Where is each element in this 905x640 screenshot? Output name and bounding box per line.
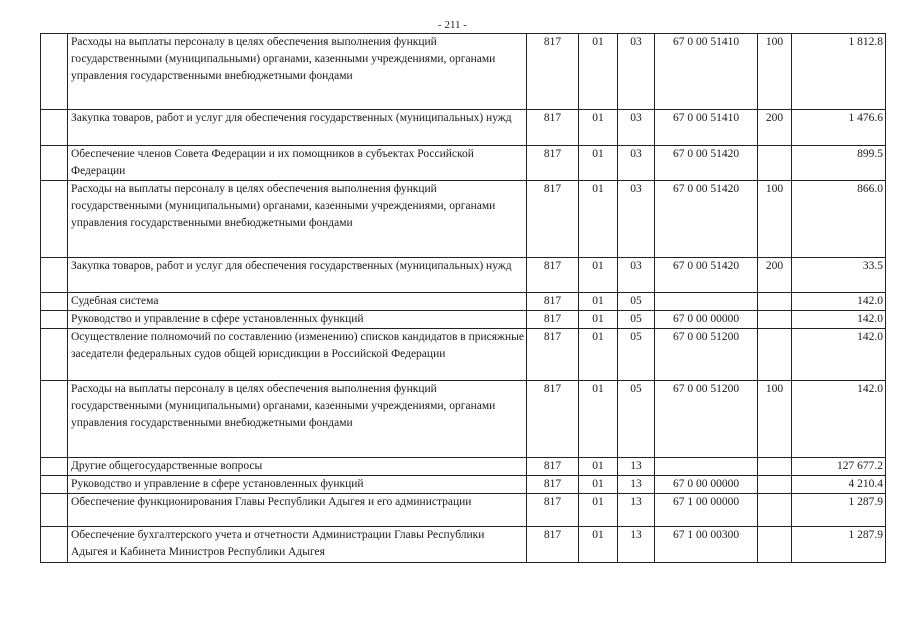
subsection-code-cell: 13 — [618, 476, 655, 494]
subsection-code-cell: 05 — [618, 311, 655, 329]
section-code-cell: 01 — [579, 476, 618, 494]
subsection-code-cell: 05 — [618, 381, 655, 458]
ved-code-cell: 817 — [527, 476, 579, 494]
target-article-cell: 67 0 00 51420 — [655, 146, 758, 181]
table-row — [41, 181, 886, 258]
target-article-cell: 67 0 00 51200 — [655, 329, 758, 381]
ved-code-cell: 817 — [527, 381, 579, 458]
row-number-cell — [41, 110, 68, 146]
ved-code-cell: 817 — [527, 458, 579, 476]
section-code-cell: 01 — [579, 293, 618, 311]
amount-cell: 142.0 — [792, 381, 886, 458]
amount-cell: 33.5 — [792, 258, 886, 293]
expense-type-cell — [758, 293, 792, 311]
row-number-cell — [41, 381, 68, 458]
table-row — [41, 311, 886, 329]
subsection-code-cell: 03 — [618, 181, 655, 258]
expense-type-cell — [758, 476, 792, 494]
subsection-code-cell: 03 — [618, 34, 655, 110]
section-code-cell: 01 — [579, 381, 618, 458]
row-number-cell — [41, 329, 68, 381]
section-code-cell: 01 — [579, 110, 618, 146]
table-body — [41, 34, 886, 563]
table-row — [41, 293, 886, 311]
table-row — [41, 527, 886, 563]
item-name-cell: Закупка товаров, работ и услуг для обеспечения государственных (муниципальных) нужд — [68, 258, 527, 293]
budget-table — [40, 33, 886, 563]
section-code-cell: 01 — [579, 34, 618, 110]
table-row — [41, 381, 886, 458]
ved-code-cell: 817 — [527, 293, 579, 311]
amount-cell: 1 476.6 — [792, 110, 886, 146]
expense-type-cell: 200 — [758, 258, 792, 293]
item-name-cell: Руководство и управление в сфере установленных функций — [68, 476, 527, 494]
item-name-cell: Руководство и управление в сфере установленных функций — [68, 311, 527, 329]
ved-code-cell: 817 — [527, 311, 579, 329]
target-article-cell — [655, 293, 758, 311]
expense-type-cell: 200 — [758, 110, 792, 146]
row-number-cell — [41, 494, 68, 527]
row-number-cell — [41, 146, 68, 181]
section-code-cell: 01 — [579, 311, 618, 329]
ved-code-cell: 817 — [527, 527, 579, 563]
row-number-cell — [41, 258, 68, 293]
amount-cell: 899.5 — [792, 146, 886, 181]
section-code-cell: 01 — [579, 181, 618, 258]
expense-type-cell — [758, 146, 792, 181]
amount-cell: 4 210.4 — [792, 476, 886, 494]
expense-type-cell: 100 — [758, 181, 792, 258]
row-number-cell — [41, 181, 68, 258]
ved-code-cell: 817 — [527, 146, 579, 181]
section-code-cell: 01 — [579, 527, 618, 563]
amount-cell: 142.0 — [792, 329, 886, 381]
row-number-cell — [41, 476, 68, 494]
amount-cell: 1 812.8 — [792, 34, 886, 110]
subsection-code-cell: 13 — [618, 458, 655, 476]
table-row — [41, 34, 886, 110]
amount-cell: 1 287.9 — [792, 527, 886, 563]
expense-type-cell: 100 — [758, 34, 792, 110]
item-name-cell: Расходы на выплаты персоналу в целях обеспечения выполнения функций государственными (муниципальными) органами, казенными учреждениями, органами управления государственными внебюджетными фондами — [68, 381, 527, 458]
page-number: - 211 - — [438, 19, 467, 31]
subsection-code-cell: 05 — [618, 293, 655, 311]
table-row — [41, 458, 886, 476]
item-name-cell: Обеспечение членов Совета Федерации и их помощников в субъектах Российской Федерации — [68, 146, 527, 181]
item-name-cell: Закупка товаров, работ и услуг для обеспечения государственных (муниципальных) нужд — [68, 110, 527, 146]
item-name-cell: Другие общегосударственные вопросы — [68, 458, 527, 476]
table-row — [41, 110, 886, 146]
target-article-cell: 67 0 00 51410 — [655, 34, 758, 110]
table-row — [41, 146, 886, 181]
target-article-cell: 67 0 00 51410 — [655, 110, 758, 146]
ved-code-cell: 817 — [527, 258, 579, 293]
section-code-cell: 01 — [579, 146, 618, 181]
expense-type-cell — [758, 527, 792, 563]
section-code-cell: 01 — [579, 494, 618, 527]
expense-type-cell — [758, 458, 792, 476]
target-article-cell: 67 1 00 00000 — [655, 494, 758, 527]
target-article-cell: 67 1 00 00300 — [655, 527, 758, 563]
expense-type-cell: 100 — [758, 381, 792, 458]
subsection-code-cell: 13 — [618, 494, 655, 527]
row-number-cell — [41, 293, 68, 311]
subsection-code-cell: 03 — [618, 258, 655, 293]
target-article-cell: 67 0 00 00000 — [655, 311, 758, 329]
item-name-cell: Обеспечение бухгалтерского учета и отчетности Администрации Главы Республики Адыгея и Кабинета Министров Республики Адыгея — [68, 527, 527, 563]
row-number-cell — [41, 458, 68, 476]
item-name-cell: Расходы на выплаты персоналу в целях обеспечения выполнения функций государственными (муниципальными) органами, казенными учреждениями, органами управления государственными внебюджетными фондами — [68, 181, 527, 258]
expense-type-cell — [758, 329, 792, 381]
amount-cell: 142.0 — [792, 311, 886, 329]
item-name-cell: Судебная система — [68, 293, 527, 311]
ved-code-cell: 817 — [527, 494, 579, 527]
target-article-cell: 67 0 00 00000 — [655, 476, 758, 494]
item-name-cell: Осуществление полномочий по составлению (изменению) списков кандидатов в присяжные заседатели федеральных судов общей юрисдикции в Российской Федерации — [68, 329, 527, 381]
subsection-code-cell: 03 — [618, 110, 655, 146]
table-row — [41, 329, 886, 381]
table-row — [41, 476, 886, 494]
target-article-cell: 67 0 00 51420 — [655, 258, 758, 293]
ved-code-cell: 817 — [527, 181, 579, 258]
amount-cell: 1 287.9 — [792, 494, 886, 527]
subsection-code-cell: 13 — [618, 527, 655, 563]
amount-cell: 127 677.2 — [792, 458, 886, 476]
ved-code-cell: 817 — [527, 329, 579, 381]
amount-cell: 142.0 — [792, 293, 886, 311]
item-name-cell: Расходы на выплаты персоналу в целях обеспечения выполнения функций государственными (муниципальными) органами, казенными учреждениями, органами управления государственными внебюджетными фондами — [68, 34, 527, 110]
expense-type-cell — [758, 311, 792, 329]
target-article-cell: 67 0 00 51200 — [655, 381, 758, 458]
subsection-code-cell: 03 — [618, 146, 655, 181]
row-number-cell — [41, 34, 68, 110]
row-number-cell — [41, 311, 68, 329]
section-code-cell: 01 — [579, 258, 618, 293]
amount-cell: 866.0 — [792, 181, 886, 258]
section-code-cell: 01 — [579, 458, 618, 476]
table-row — [41, 494, 886, 527]
item-name-cell: Обеспечение функционирования Главы Республики Адыгея и его администрации — [68, 494, 527, 527]
ved-code-cell: 817 — [527, 34, 579, 110]
target-article-cell — [655, 458, 758, 476]
expense-type-cell — [758, 494, 792, 527]
section-code-cell: 01 — [579, 329, 618, 381]
target-article-cell: 67 0 00 51420 — [655, 181, 758, 258]
subsection-code-cell: 05 — [618, 329, 655, 381]
row-number-cell — [41, 527, 68, 563]
ved-code-cell: 817 — [527, 110, 579, 146]
table-row — [41, 258, 886, 293]
